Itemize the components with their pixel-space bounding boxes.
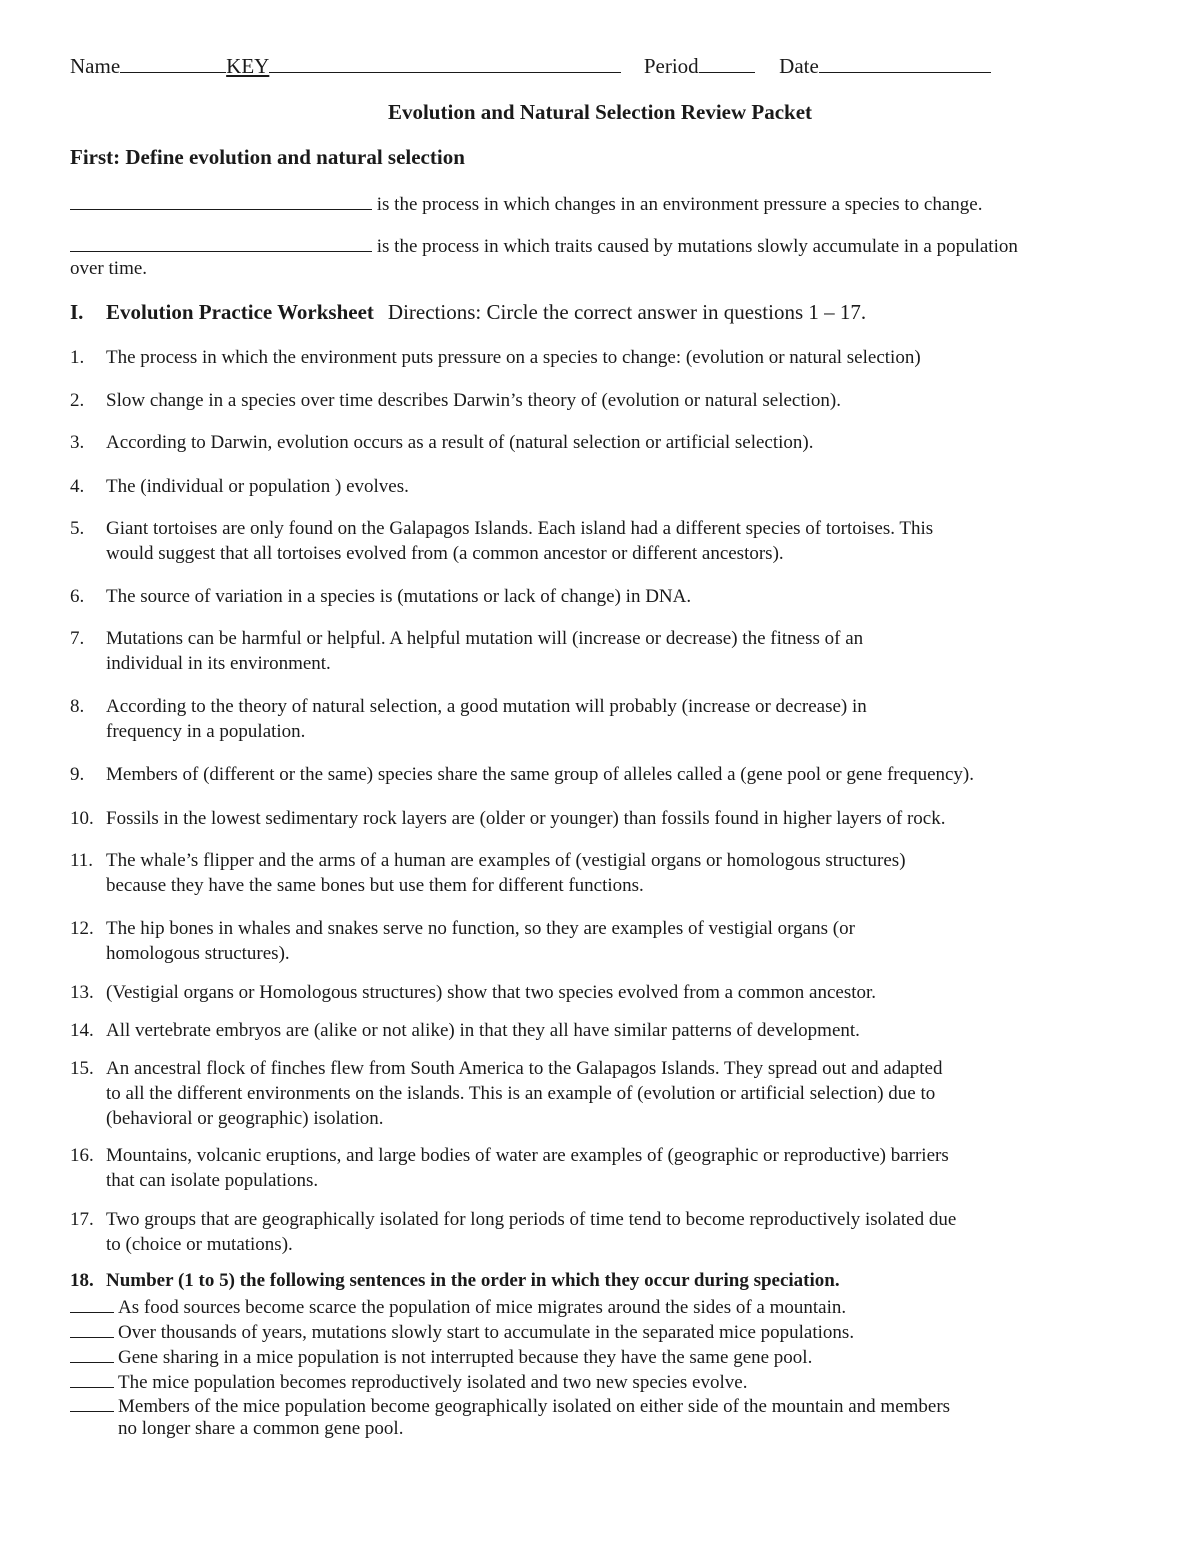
question-number: 14.	[70, 1020, 94, 1041]
question-text: The hip bones in whales and snakes serve no function, so they are examples of vestigial organs (or	[106, 918, 855, 939]
question-text: According to the theory of natural selection, a good mutation will probably (increase or decrease) in	[106, 696, 867, 717]
question-text: The whale’s flipper and the arms of a human are examples of (vestigial organs or homologous structures)	[106, 850, 906, 871]
question-number: 9.	[70, 764, 85, 785]
question-text: Two groups that are geographically isolated for long periods of time tend to become reproductively isolated due	[106, 1209, 957, 1230]
speciation-text: The mice population becomes reproductively isolated and two new species evolve.	[118, 1372, 748, 1393]
section-directions: Directions: Circle the correct answer in questions 1 – 17.	[387, 300, 867, 324]
question-number: 11.	[70, 850, 94, 871]
speciation-item-1	[70, 1294, 846, 1320]
name-label: Name	[70, 54, 121, 78]
question-text: Members of (different or the same) species share the same group of alleles called a (gene pool or gene frequency).	[106, 764, 975, 785]
question-number: 7.	[70, 628, 85, 649]
section-number: I.	[70, 300, 84, 324]
definition-1-text: is the process in which changes in an environment pressure a species to change.	[376, 194, 983, 215]
definition-1	[70, 191, 982, 216]
page-title: Evolution and Natural Selection Review Packet	[387, 100, 813, 124]
definition-2	[70, 233, 1018, 258]
speciation-item-4	[70, 1369, 747, 1395]
question-text: According to Darwin, evolution occurs as a result of (natural selection or artificial selection).	[106, 432, 814, 453]
question-number: 18.	[70, 1270, 94, 1291]
question-text: to all the different environments on the islands. This is an example of (evolution or artificial selection) due to	[106, 1083, 936, 1104]
order-blank[interactable]	[70, 1393, 114, 1412]
speciation-item-5	[70, 1393, 950, 1419]
speciation-item-3	[70, 1344, 812, 1370]
name-blank-tail	[269, 54, 621, 73]
question-text: Mutations can be harmful or helpful. A helpful mutation will (increase or decrease) the fitness of an	[106, 628, 864, 649]
order-blank[interactable]	[70, 1294, 114, 1313]
question-number: 3.	[70, 432, 85, 453]
speciation-text: Over thousands of years, mutations slowly start to accumulate in the separated mice populations.	[118, 1322, 855, 1343]
question-number: 16.	[70, 1145, 94, 1166]
question-number: 12.	[70, 918, 94, 939]
question-text: homologous structures).	[106, 943, 290, 964]
question-text: frequency in a population.	[106, 721, 306, 742]
question-18-text: Number (1 to 5) the following sentences in the order in which they occur during speciation.	[106, 1270, 840, 1291]
question-number: 17.	[70, 1209, 94, 1230]
definition-2-blank	[70, 233, 372, 252]
speciation-item-5-continued: no longer share a common gene pool.	[118, 1418, 404, 1439]
question-text: Mountains, volcanic eruptions, and large bodies of water are examples of (geographic or reproductive) barriers	[106, 1145, 949, 1166]
order-blank[interactable]	[70, 1369, 114, 1388]
question-text: that can isolate populations.	[106, 1170, 319, 1191]
question-18-heading	[70, 1270, 840, 1292]
header-line	[70, 54, 991, 79]
definition-1-blank	[70, 191, 372, 210]
first-heading: First: Define evolution and natural selection	[70, 145, 465, 169]
period-blank	[699, 54, 755, 73]
order-blank[interactable]	[70, 1319, 114, 1338]
question-text: Giant tortoises are only found on the Galapagos Islands. Each island had a different species of tortoises. This	[106, 518, 934, 539]
date-blank	[819, 54, 991, 73]
date-label: Date	[779, 54, 819, 78]
name-blank-lead	[120, 54, 226, 73]
question-number: 4.	[70, 476, 85, 497]
question-text: An ancestral flock of finches flew from South America to the Galapagos Islands. They spread out and adapted	[106, 1058, 943, 1079]
question-text: (behavioral or geographic) isolation.	[106, 1108, 384, 1129]
order-blank[interactable]	[70, 1344, 114, 1363]
question-text: individual in its environment.	[106, 653, 331, 674]
definition-2-continued: over time.	[70, 258, 148, 279]
speciation-text: Members of the mice population become geographically isolated on either side of the mountain and members	[118, 1396, 951, 1417]
section-heading	[70, 300, 866, 325]
question-text: because they have the same bones but use them for different functions.	[106, 875, 644, 896]
speciation-item-2	[70, 1319, 854, 1345]
question-text: to (choice or mutations).	[106, 1234, 293, 1255]
question-number: 10.	[70, 808, 94, 829]
section-title: Evolution Practice Worksheet	[106, 300, 374, 324]
name-value: KEY	[226, 54, 270, 78]
period-label: Period	[643, 54, 699, 78]
question-number: 13.	[70, 982, 94, 1003]
question-text: The source of variation in a species is (mutations or lack of change) in DNA.	[106, 586, 692, 607]
question-text: Fossils in the lowest sedimentary rock layers are (older or younger) than fossils found in higher layers of rock.	[106, 808, 946, 829]
question-text: would suggest that all tortoises evolved from (a common ancestor or different ancestors).	[106, 543, 784, 564]
question-number: 6.	[70, 586, 85, 607]
question-text: The process in which the environment puts pressure on a species to change: (evolution or natural selection)	[106, 347, 921, 368]
question-text: All vertebrate embryos are (alike or not alike) in that they all have similar patterns of development.	[106, 1020, 860, 1041]
question-number: 5.	[70, 518, 85, 539]
question-text: Slow change in a species over time describes Darwin’s theory of (evolution or natural selection).	[106, 390, 841, 411]
speciation-text: As food sources become scarce the population of mice migrates around the sides of a mountain.	[118, 1297, 847, 1318]
question-text: The (individual or population ) evolves.	[106, 476, 409, 497]
question-number: 15.	[70, 1058, 94, 1079]
question-text: (Vestigial organs or Homologous structures) show that two species evolved from a common ancestor.	[106, 982, 877, 1003]
question-number: 2.	[70, 390, 85, 411]
definition-2-text: is the process in which traits caused by mutations slowly accumulate in a population	[376, 236, 1018, 257]
question-number: 1.	[70, 347, 85, 368]
speciation-text: Gene sharing in a mice population is not interrupted because they have the same gene pool.	[118, 1347, 813, 1368]
question-number: 8.	[70, 696, 85, 717]
